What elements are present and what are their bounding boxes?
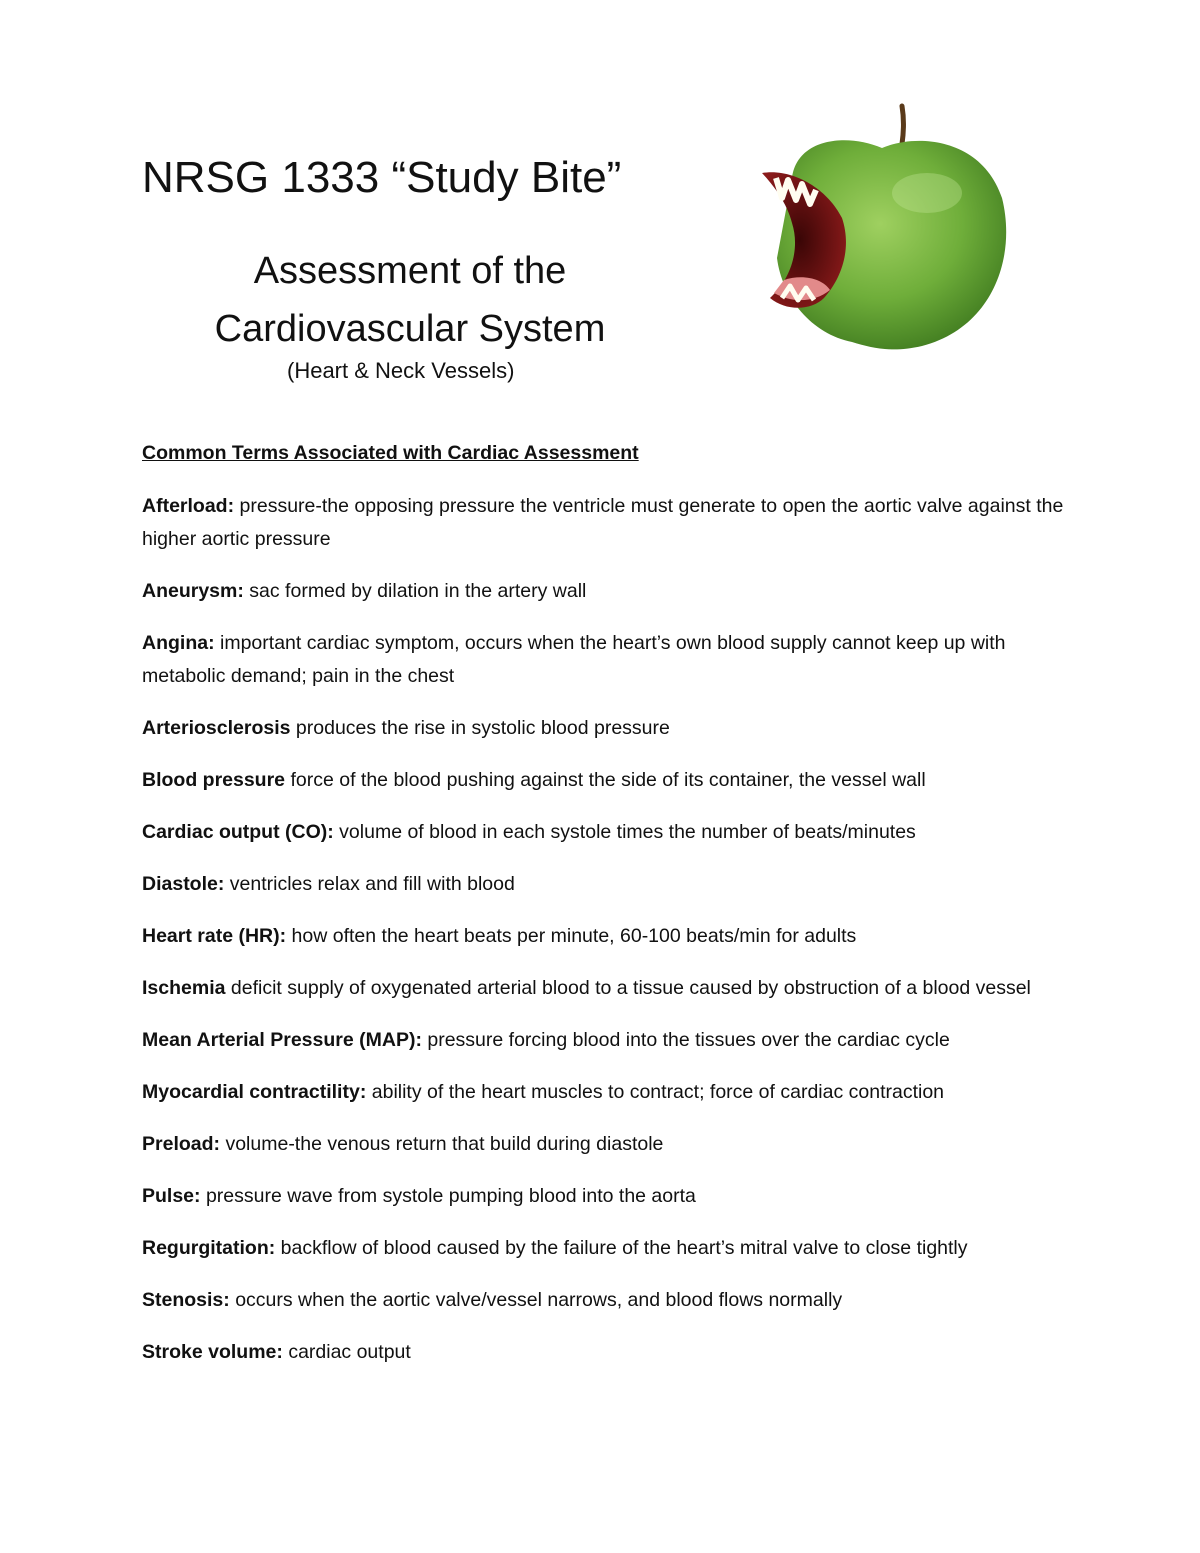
term-entry bbox=[142, 868, 1072, 901]
term-entry bbox=[142, 575, 1072, 608]
term-entry bbox=[142, 1128, 1072, 1161]
term-name: Stenosis bbox=[142, 1289, 224, 1311]
term-separator: : bbox=[279, 925, 292, 947]
term-entry bbox=[142, 1232, 1072, 1265]
term-separator: : bbox=[268, 1237, 281, 1259]
term-definition: produces the rise in systolic blood pressure bbox=[295, 717, 670, 739]
term-separator: : bbox=[415, 1029, 428, 1051]
term-definition: occurs when the aortic valve/vessel narrows, and blood flows normally bbox=[235, 1289, 843, 1311]
term-separator: : bbox=[223, 1289, 236, 1311]
term-separator: : bbox=[359, 1081, 372, 1103]
term-definition: ability of the heart muscles to contract; force of cardiac contraction bbox=[371, 1081, 945, 1103]
term-definition: volume of blood in each systole times the number of beats/minutes bbox=[339, 821, 916, 843]
term-name: Heart rate (HR) bbox=[142, 925, 280, 947]
document-subtitle bbox=[150, 242, 670, 358]
term-name: Arteriosclerosis bbox=[142, 717, 291, 739]
subtitle-note: (Heart & Neck Vessels) bbox=[287, 358, 515, 383]
term-definition: how often the heart beats per minute, 60-100 beats/min for adults bbox=[291, 925, 857, 947]
term-definition: pressure-the opposing pressure the ventricle must generate to open the aortic valve against the higher aortic pressure bbox=[142, 495, 1064, 550]
term-entry bbox=[142, 816, 1072, 849]
term-separator: : bbox=[208, 632, 221, 654]
term-name: Afterload bbox=[142, 495, 228, 517]
term-entry bbox=[142, 627, 1072, 693]
term-entry bbox=[142, 1076, 1072, 1109]
subtitle-line-2: Cardiovascular System bbox=[214, 308, 606, 350]
document-title: NRSG 1333 “Study Bite” bbox=[142, 153, 622, 202]
term-separator: : bbox=[194, 1185, 206, 1207]
term-definition: cardiac output bbox=[288, 1341, 411, 1363]
biting-apple-icon bbox=[752, 98, 1012, 353]
term-definition: backflow of blood caused by the failure of the heart’s mitral valve to close tightly bbox=[280, 1237, 968, 1259]
term-name: Diastole bbox=[142, 873, 218, 895]
term-name: Angina bbox=[142, 632, 209, 654]
term-entry bbox=[142, 712, 1072, 745]
terms-list bbox=[142, 490, 1072, 1388]
term-entry bbox=[142, 920, 1072, 953]
term-separator: : bbox=[213, 1133, 226, 1155]
term-name: Blood pressure bbox=[142, 769, 286, 791]
term-entry bbox=[142, 1284, 1072, 1317]
term-name: Myocardial contractility bbox=[142, 1081, 360, 1103]
term-name: Ischemia bbox=[142, 977, 226, 999]
term-name: Cardiac output (CO) bbox=[142, 821, 328, 843]
term-separator: : bbox=[217, 873, 230, 895]
term-separator: : bbox=[237, 580, 250, 602]
term-name: Pulse bbox=[142, 1185, 195, 1207]
term-entry bbox=[142, 1336, 1072, 1369]
term-definition: sac formed by dilation in the artery wall bbox=[249, 580, 587, 602]
term-definition: important cardiac symptom, occurs when the heart’s own blood supply cannot keep up with metabolic demand; pain in the chest bbox=[142, 632, 1006, 687]
section-heading: Common Terms Associated with Cardiac Assessment bbox=[142, 442, 639, 464]
term-name: Regurgitation bbox=[142, 1237, 269, 1259]
term-definition: pressure forcing blood into the tissues over the cardiac cycle bbox=[427, 1029, 950, 1051]
term-separator: : bbox=[327, 821, 340, 843]
term-definition: ventricles relax and fill with blood bbox=[229, 873, 515, 895]
subtitle-line-1: Assessment of the bbox=[253, 250, 567, 292]
term-name: Mean Arterial Pressure (MAP) bbox=[142, 1029, 416, 1051]
term-entry bbox=[142, 490, 1072, 556]
term-definition: pressure wave from systole pumping blood into the aorta bbox=[205, 1185, 696, 1207]
term-name: Preload bbox=[142, 1133, 214, 1155]
term-definition: deficit supply of oxygenated arterial blood to a tissue caused by obstruction of a blood vessel bbox=[230, 977, 1031, 999]
term-entry bbox=[142, 1024, 1072, 1057]
term-entry bbox=[142, 1180, 1072, 1213]
term-separator: : bbox=[276, 1341, 289, 1363]
term-definition: volume-the venous return that build during diastole bbox=[225, 1133, 664, 1155]
term-entry bbox=[142, 764, 1072, 797]
term-definition: force of the blood pushing against the side of its container, the vessel wall bbox=[290, 769, 926, 791]
term-entry bbox=[142, 972, 1072, 1005]
term-name: Aneurysm bbox=[142, 580, 238, 602]
term-name: Stroke volume bbox=[142, 1341, 277, 1363]
term-separator: : bbox=[227, 495, 240, 517]
